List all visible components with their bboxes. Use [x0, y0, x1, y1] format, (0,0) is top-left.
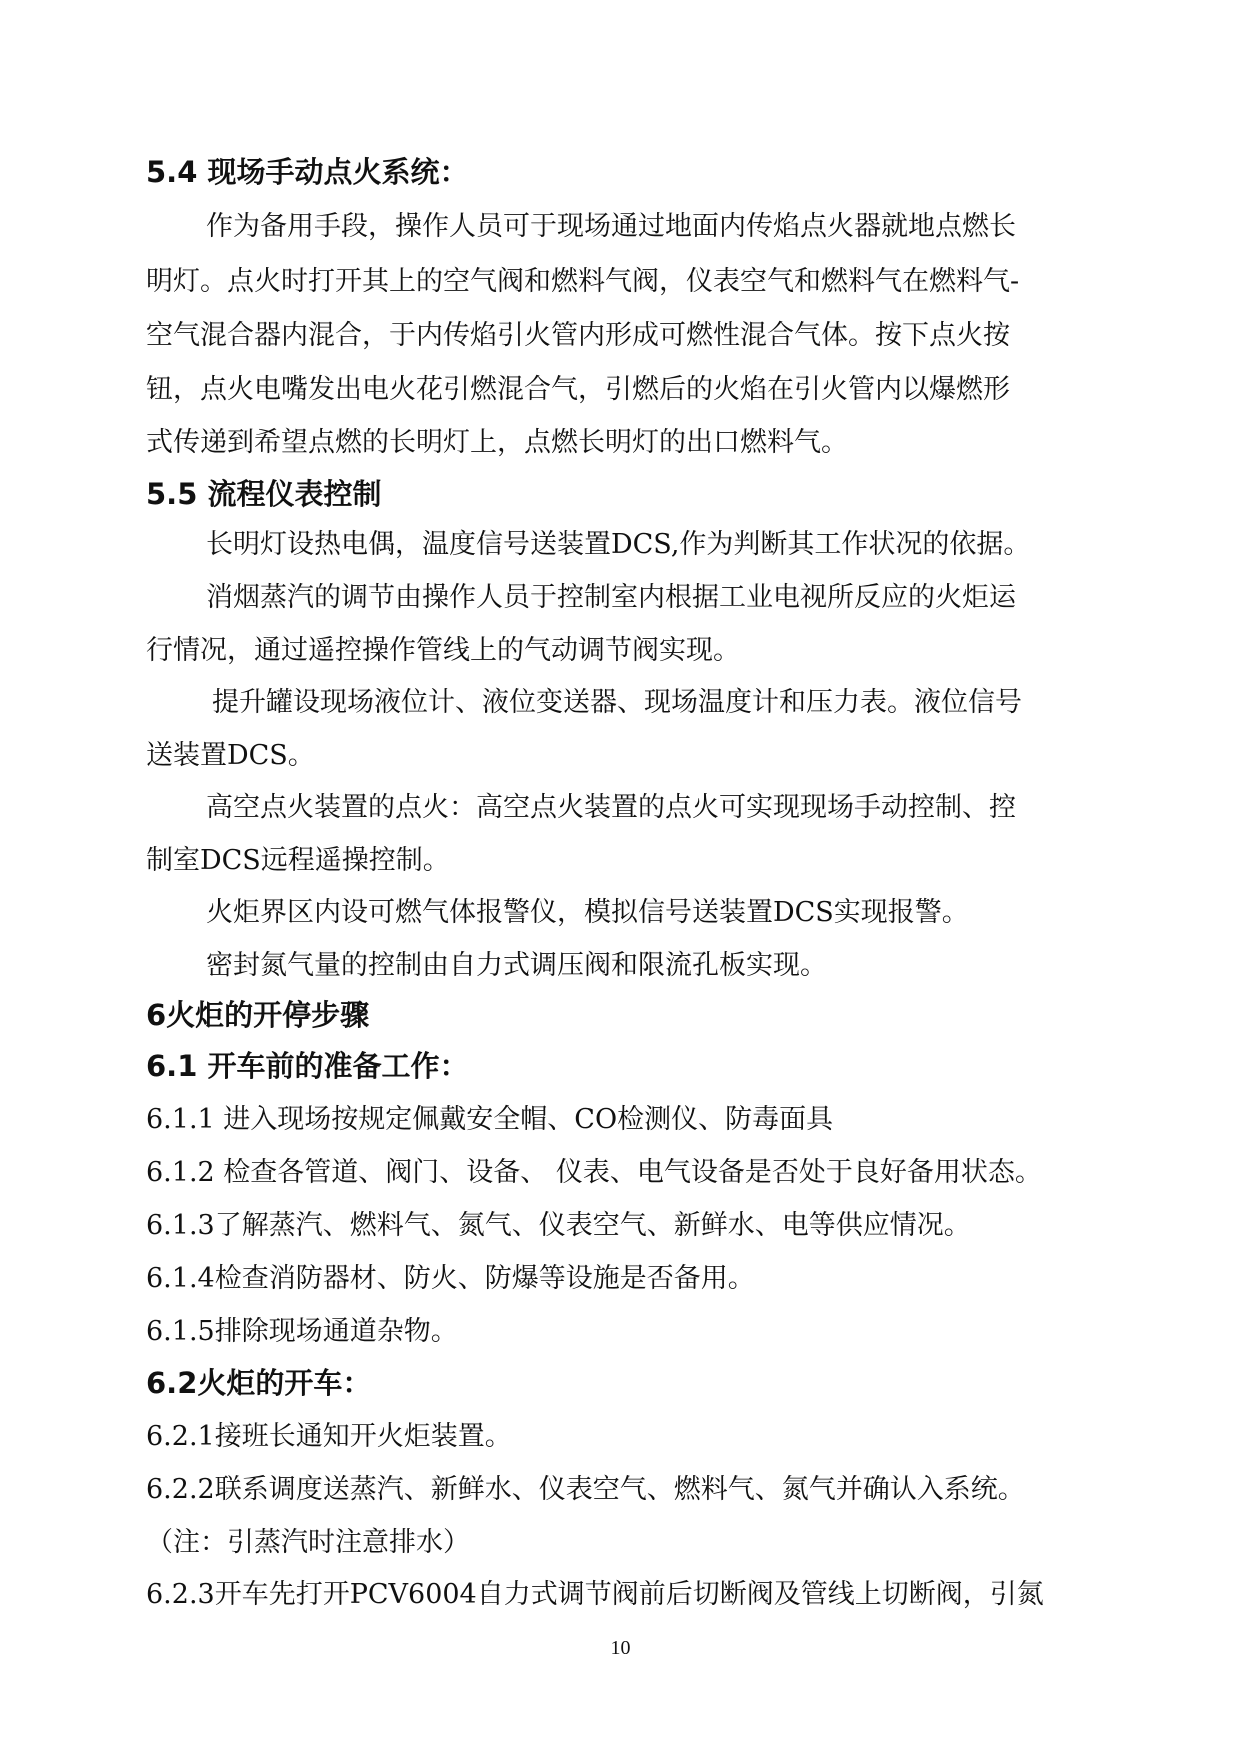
paragraph-line: 提升罐设现场液位计、液位变送器、现场温度计和压力表。液位信号	[212, 687, 1022, 718]
list-item: 6.1.4检查消防器材、防火、防爆等设施是否备用。	[146, 1263, 755, 1294]
paragraph-line: 密封氮气量的控制由自力式调压阀和限流孔板实现。	[206, 950, 827, 981]
paragraph-line: 行情况，通过遥控操作管线上的气动调节阀实现。	[146, 635, 740, 666]
list-item: 6.2.3开车先打开PCV6004自力式调节阀前后切断阀及管线上切断阀，引氮	[146, 1579, 1044, 1610]
paragraph-line: 送装置DCS。	[146, 740, 315, 771]
paragraph-line: 空气混合器内混合，于内传焰引火管内形成可燃性混合气体。按下点火按	[146, 320, 1010, 351]
paragraph-line: 消烟蒸汽的调节由操作人员于控制室内根据工业电视所反应的火炬运	[206, 582, 1016, 613]
list-item: 6.1.5排除现场通道杂物。	[146, 1316, 458, 1347]
section-heading-5-4: 5.4 现场手动点火系统：	[146, 155, 469, 189]
chapter-heading-6: 6火炬的开停步骤	[146, 998, 370, 1032]
paragraph-line: 火炬界区内设可燃气体报警仪，模拟信号送装置DCS实现报警。	[206, 897, 969, 928]
page-number: 10	[610, 1637, 631, 1659]
section-heading-6-2: 6.2火炬的开车：	[146, 1366, 372, 1400]
paragraph-line: 长明灯设热电偶，温度信号送装置DCS,作为判断其工作状况的依据。	[206, 529, 1031, 560]
paragraph-line: 式传递到希望点燃的长明灯上，点燃长明灯的出口燃料气。	[146, 427, 848, 458]
note-line: （注：引蒸汽时注意排水）	[146, 1527, 470, 1558]
list-item: 6.2.1接班长通知开火炬装置。	[146, 1421, 512, 1452]
section-heading-6-1: 6.1 开车前的准备工作：	[146, 1049, 469, 1083]
paragraph-line: 钮，点火电嘴发出电火花引燃混合气，引燃后的火焰在引火管内以爆燃形	[146, 374, 1010, 405]
list-item: 6.1.2 检查各管道、阀门、设备、 仪表、电气设备是否处于良好备用状态。	[146, 1157, 1042, 1188]
paragraph-line: 高空点火装置的点火：高空点火装置的点火可实现现场手动控制、控	[206, 792, 1016, 823]
list-item: 6.1.3了解蒸汽、燃料气、氮气、仪表空气、新鲜水、电等供应情况。	[146, 1210, 971, 1241]
section-heading-5-5: 5.5 流程仪表控制	[146, 477, 382, 511]
paragraph-line: 作为备用手段，操作人员可于现场通过地面内传焰点火器就地点燃长	[206, 211, 1016, 242]
list-item: 6.2.2联系调度送蒸汽、新鲜水、仪表空气、燃料气、氮气并确认入系统。	[146, 1474, 1025, 1505]
paragraph-line: 明灯。点火时打开其上的空气阀和燃料气阀，仪表空气和燃料气在燃料气-	[146, 266, 1020, 297]
list-item: 6.1.1 进入现场按规定佩戴安全帽、CO检测仪、防毒面具	[146, 1104, 834, 1135]
paragraph-line: 制室DCS远程遥操控制。	[146, 845, 450, 876]
